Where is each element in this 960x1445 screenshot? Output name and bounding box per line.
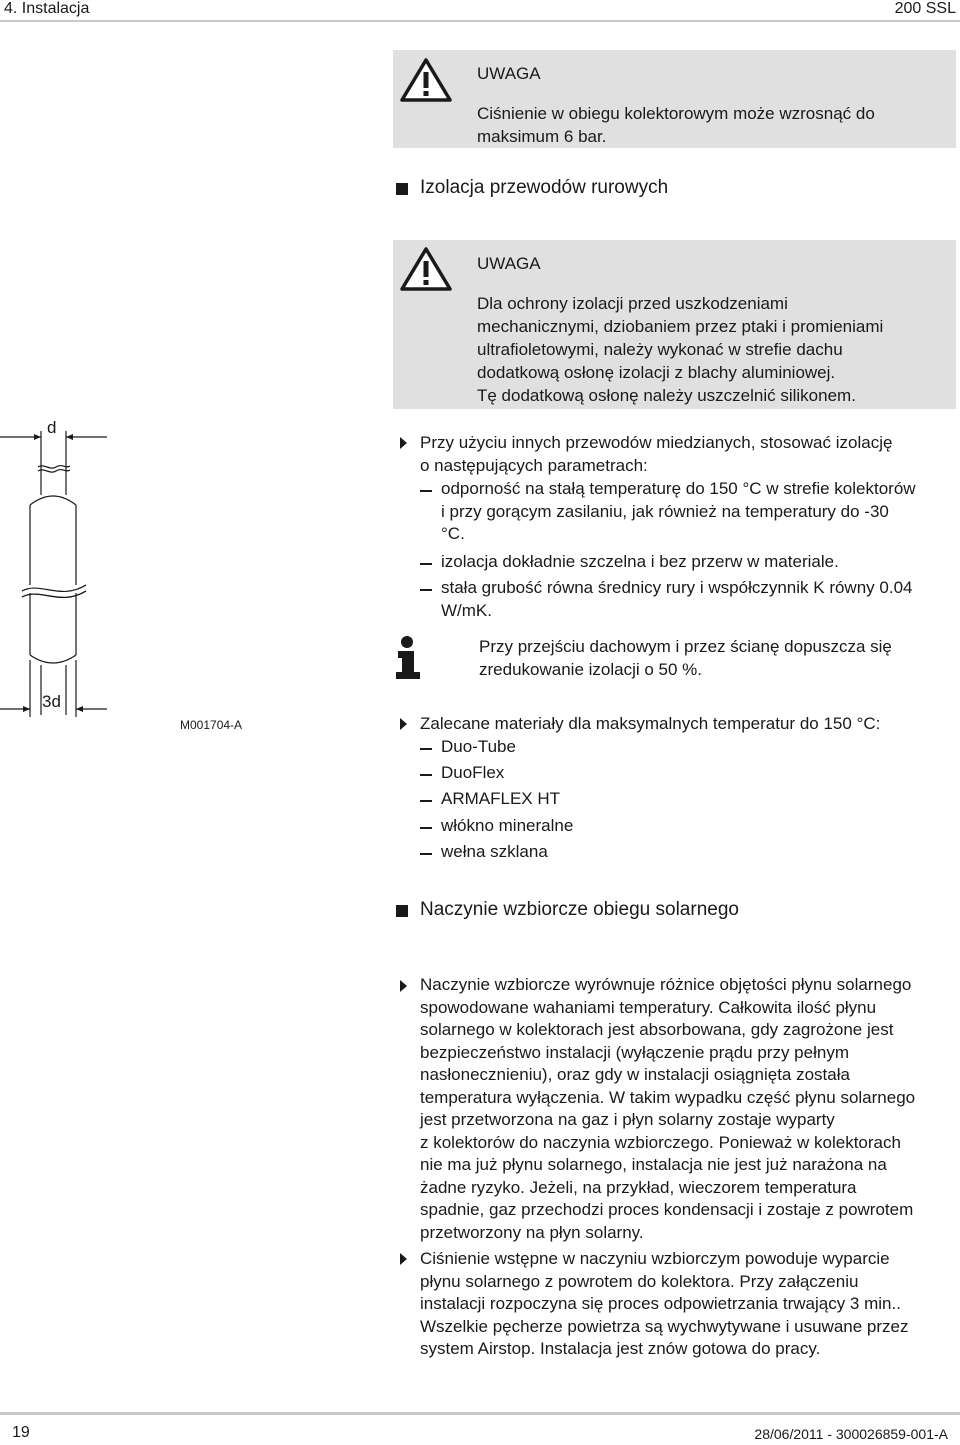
list-item: DuoFlex xyxy=(441,763,505,782)
bullet-arrow-icon xyxy=(400,437,407,449)
list-item: stała grubość równa średnicy rury i współczynnik K równy 0.04 W/mK. xyxy=(441,578,913,620)
figure-code: M001704-A xyxy=(180,718,243,732)
warning-box-pressure xyxy=(393,50,956,148)
pipe-insulation-figure xyxy=(0,415,120,720)
dash-icon xyxy=(420,800,432,802)
dash-icon xyxy=(420,748,432,750)
list-item: izolacja dokładnie szczelna i bez przerw w materiale. xyxy=(441,552,839,571)
list-item: odporność na stałą temperaturę do 150 °C w strefie kolektorów i przy gorącym zasilaniu, jak również na temperatury do -30 °C. xyxy=(441,479,916,543)
dash-icon xyxy=(420,774,432,776)
section-title-expansion-vessel: Naczynie wzbiorcze obiegu solarnego xyxy=(420,899,739,920)
header-rule xyxy=(0,20,960,22)
bullet-arrow-icon xyxy=(400,1253,407,1265)
document-code: 28/06/2011 - 300026859-001-A xyxy=(754,1426,948,1442)
bullet-materials: Zalecane materiały dla maksymalnych temperatur do 150 °C: xyxy=(420,714,881,733)
list-item: ARMAFLEX HT xyxy=(441,789,561,808)
dash-icon xyxy=(420,827,432,829)
info-icon xyxy=(395,636,423,680)
header-section: 4. Instalacja xyxy=(4,0,90,17)
bullet-arrow-icon xyxy=(400,718,407,730)
warning-triangle-icon xyxy=(399,57,453,103)
dash-icon xyxy=(420,563,432,565)
info-text: Przy przejściu dachowym i przez ścianę dopuszcza się zredukowanie izolacji o 50 %. xyxy=(479,637,892,679)
bullet-insulation-params: Przy użyciu innych przewodów miedzianych, stosować izolację o następujących parametrach: xyxy=(420,433,893,475)
figure-label-3d: 3d xyxy=(42,692,61,711)
dash-icon xyxy=(420,490,432,492)
bullet-expansion-description: Naczynie wzbiorcze wyrównuje różnice objętości płynu solarnego spowodowane wahaniami temperatury. Całkowita ilość płynu solarnego w kolektorach jest absorbowana, gdy zagrożone jest bezpieczeństwo instalacji (wyłączenie prądu przy pełnym nasłonecznieniu), oraz gdy w instalacji osiągnięta została temperatura wyłączenia. W takim wypadku część płynu solarnego jest przetworzona na gaz i płyn solarny zostaje wyparty z kolektorów do naczynia wzbiorczego. Ponieważ w kolektorach nie ma już płynu solarnego, instalacja nie jest już narażona na żadne ryzyko. Jeżeli, na przykład, wieczorem temperatura spadnie, gaz przechodzi proces kondensacji i zostaje z powrotem przetworzony na płyn solarny. xyxy=(420,975,916,1242)
section-marker xyxy=(396,905,408,917)
warning-title: UWAGA xyxy=(477,254,541,273)
warning-box-protection xyxy=(393,240,956,409)
warning-triangle-icon xyxy=(399,246,453,292)
dash-icon xyxy=(420,853,432,855)
page-number: 19 xyxy=(12,1424,30,1441)
bullet-prepressure: Ciśnienie wstępne w naczyniu wzbiorczym powoduje wyparcie płynu solarnego z powrotem do kolektora. Przy załączeniu instalacji rozpoczyna się proces odpowietrzania trwający 3 min.. Wszelkie pęcherze powietrza są wychwytywane i usuwane przez system Airstop. Instalacja jest znów gotowa do pracy. xyxy=(420,1249,909,1358)
section-marker xyxy=(396,183,408,195)
section-title-insulation: Izolacja przewodów rurowych xyxy=(420,177,669,198)
dash-icon xyxy=(420,589,432,591)
list-item: Duo-Tube xyxy=(441,737,516,756)
warning-text: Dla ochrony izolacji przed uszkodzeniami mechanicznymi, dziobaniem przez ptaki i promieniami ultrafioletowymi, należy wykonać w strefie dachu dodatkową osłonę izolacji z blachy aluminiowej. Tę dodatkową osłonę należy uszczelnić silikonem. xyxy=(477,294,884,405)
warning-text: Ciśnienie w obiegu kolektorowym może wzrosnąć do maksimum 6 bar. xyxy=(477,104,875,146)
list-item: włókno mineralne xyxy=(441,816,574,835)
warning-title: UWAGA xyxy=(477,64,541,83)
footer-rule xyxy=(0,1412,960,1415)
list-item: wełna szklana xyxy=(441,842,548,861)
header-product: 200 SSL xyxy=(894,0,956,17)
bullet-arrow-icon xyxy=(400,980,407,992)
figure-label-d: d xyxy=(47,418,57,437)
